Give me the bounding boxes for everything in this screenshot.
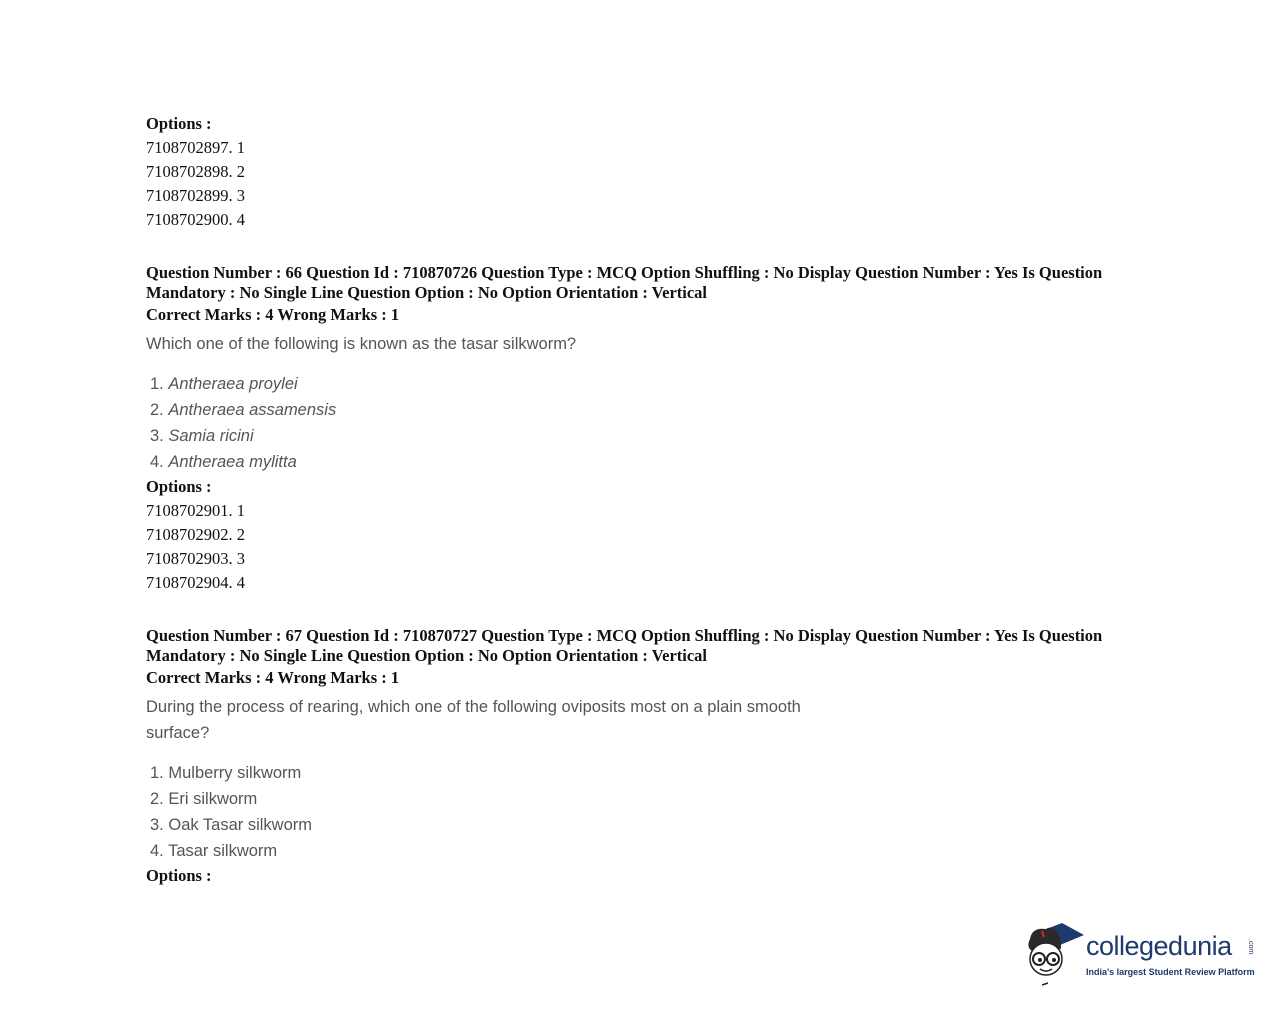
option-id: 7108702899. 3 <box>146 186 245 205</box>
question-meta-line1: Question Number : 67 Question Id : 710870727 Question Type : MCQ Option Shuffling : No Display Question Number : Yes Is Question <box>146 626 1103 645</box>
marks-line: Correct Marks : 4 Wrong Marks : 1 <box>146 305 400 324</box>
mascot-logo-icon <box>1022 917 1086 989</box>
choice-item: 4. Tasar silkworm <box>150 842 278 860</box>
option-id: 7108702903. 3 <box>146 549 245 568</box>
options-label: Options : <box>146 114 212 133</box>
choice-item: 1. Antheraea proylei <box>150 375 298 393</box>
option-id: 7108702902. 2 <box>146 525 245 544</box>
option-id: 7108702901. 1 <box>146 501 245 520</box>
brand-watermark <box>1022 917 1262 997</box>
brand-name: collegedunia <box>1086 931 1232 961</box>
option-id: 7108702897. 1 <box>146 138 245 157</box>
question-66 <box>146 263 1156 595</box>
choice-item: 3. Oak Tasar silkworm <box>150 816 313 834</box>
question-text-line1: During the process of rearing, which one of the following oviposits most on a plain smooth <box>146 698 801 716</box>
options-label: Options : <box>146 477 212 496</box>
document-page <box>146 112 1156 888</box>
choice-list <box>146 371 1156 475</box>
choice-item: 1. Mulberry silkworm <box>150 764 302 782</box>
choice-list <box>146 760 1156 864</box>
choice-item: 3. Samia ricini <box>150 427 254 445</box>
marks-line: Correct Marks : 4 Wrong Marks : 1 <box>146 668 400 687</box>
brand-dotcom: .com <box>1247 939 1254 955</box>
option-id: 7108702904. 4 <box>146 573 245 592</box>
options-block <box>146 112 1156 232</box>
option-id: 7108702898. 2 <box>146 162 245 181</box>
choice-item: 2. Antheraea assamensis <box>150 401 337 419</box>
question-meta-line2: Mandatory : No Single Line Question Option : No Option Orientation : Vertical <box>146 283 708 302</box>
brand-tagline: India's largest Student Review Platform <box>1086 967 1255 977</box>
options-label: Options : <box>146 866 212 885</box>
choice-item: 2. Eri silkworm <box>150 790 258 808</box>
question-text-line2: surface? <box>146 724 210 742</box>
question-meta-line1: Question Number : 66 Question Id : 710870726 Question Type : MCQ Option Shuffling : No Display Question Number : Yes Is Question <box>146 263 1103 282</box>
option-id: 7108702900. 4 <box>146 210 245 229</box>
choice-item: 4. Antheraea mylitta <box>150 453 297 471</box>
question-67 <box>146 626 1156 888</box>
question-meta-line2: Mandatory : No Single Line Question Option : No Option Orientation : Vertical <box>146 646 708 665</box>
question-text: Which one of the following is known as the tasar silkworm? <box>146 335 577 353</box>
